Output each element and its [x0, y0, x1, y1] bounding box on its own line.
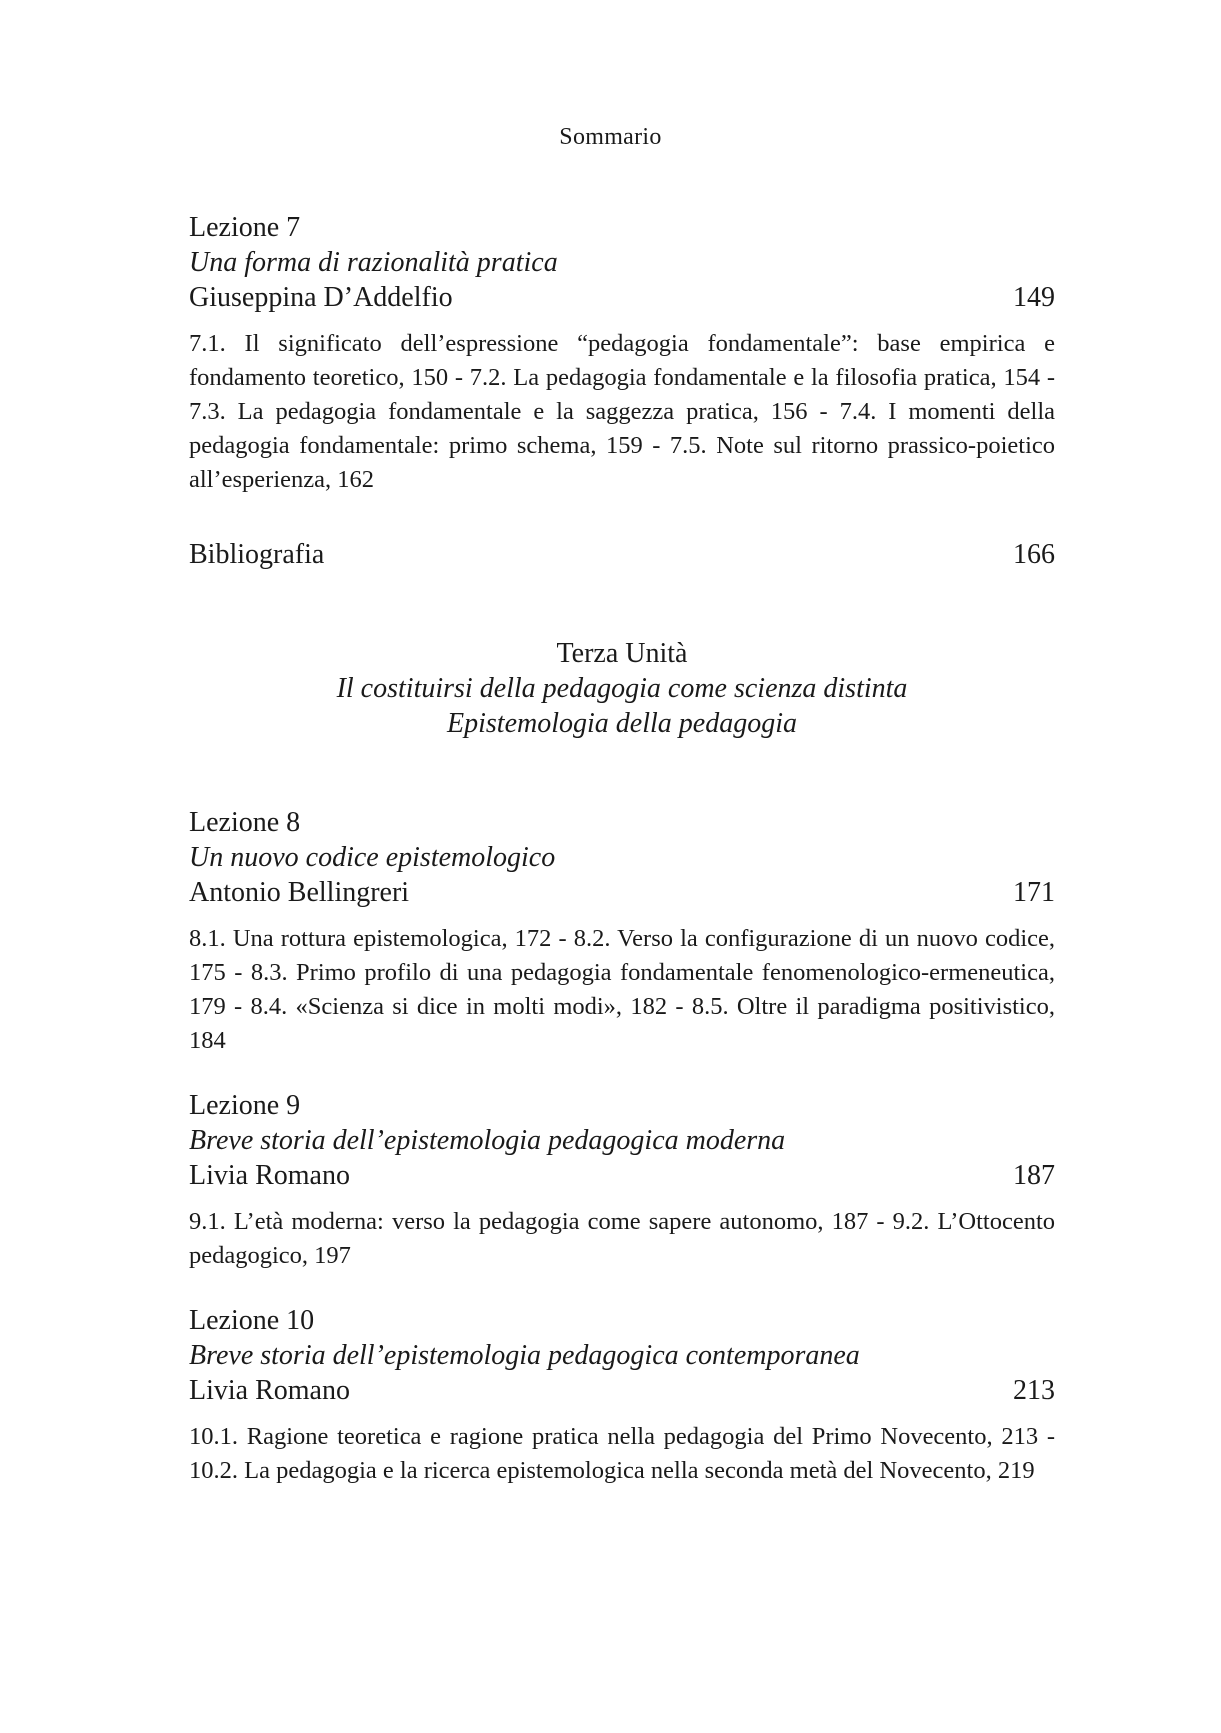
lesson-summary: 9.1. L’età moderna: verso la pedagogia come sapere autonomo, 187 - 9.2. L’Ottocento pedagogico, 197 [189, 1208, 1055, 1269]
author-row [189, 280, 1055, 315]
page-number: 213 [1013, 1375, 1055, 1406]
lesson-10-entry [189, 1303, 1055, 1488]
author-row [189, 1373, 1055, 1408]
lesson-author: Antonio Bellingreri [189, 877, 410, 908]
lesson-author: Livia Romano [189, 1375, 350, 1406]
table-of-contents [189, 210, 1055, 1488]
lesson-summary: 7.1. Il significato dell’espressione “pedagogia fondamentale”: base empirica e fondamento teoretico, 150 - 7.2. La pedagogia fondamentale e la filosofia pratica, 154 - 7.3. La pedagogia fondamentale e la saggezza pratica, 156 - 7.4. I momenti della pedagogia fondamentale: primo schema, 159 - 7.5. Note sul ritorno prassico-poietico all’esperienza, 162 [189, 330, 1055, 493]
lesson-label: Lezione 9 [189, 1090, 301, 1121]
lesson-title: Una forma di razionalità pratica [189, 247, 558, 278]
lesson-7-entry [189, 210, 1055, 497]
lesson-8-entry [189, 805, 1055, 1058]
author-row [189, 875, 1055, 910]
unit-subtitle: Il costituirsi della pedagogia come scienza distinta [336, 673, 908, 704]
lesson-title: Breve storia dell’epistemologia pedagogica moderna [189, 1125, 786, 1156]
lesson-label: Lezione 8 [189, 807, 301, 838]
lesson-title: Breve storia dell’epistemologia pedagogica contemporanea [189, 1340, 860, 1371]
lesson-title: Un nuovo codice epistemologico [189, 842, 556, 873]
lesson-summary: 8.1. Una rottura epistemologica, 172 - 8.2. Verso la configurazione di un nuovo codice, 175 - 8.3. Primo profilo di una pedagogia fondamentale fenomenologico-ermeneutica, 179 - 8.4. «Scienza si dice in molti modi», 182 - 8.5. Oltre il paradigma positivistico, 184 [189, 925, 1055, 1054]
unit-heading [189, 636, 1055, 741]
lesson-author: Giuseppina D’Addelfio [189, 282, 453, 313]
bibliography-label: Bibliografia [189, 539, 325, 570]
page-number: 187 [1013, 1160, 1055, 1191]
author-row [189, 1158, 1055, 1193]
unit-label: Terza Unità [556, 638, 688, 669]
bibliography-entry [189, 537, 1055, 572]
lesson-9-entry [189, 1088, 1055, 1273]
lesson-label: Lezione 10 [189, 1305, 315, 1336]
running-head: Sommario [559, 124, 662, 150]
page-number: 166 [1013, 539, 1055, 570]
lesson-author: Livia Romano [189, 1160, 350, 1191]
page-number: 149 [1013, 282, 1055, 313]
lesson-label: Lezione 7 [189, 212, 301, 243]
page-number: 171 [1013, 877, 1055, 908]
lesson-summary: 10.1. Ragione teoretica e ragione pratica nella pedagogia del Primo Novecento, 213 - 10.2. La pedagogia e la ricerca epistemologica nella seconda metà del Novecento, 219 [189, 1423, 1055, 1484]
unit-subtitle: Epistemologia della pedagogia [447, 708, 797, 739]
